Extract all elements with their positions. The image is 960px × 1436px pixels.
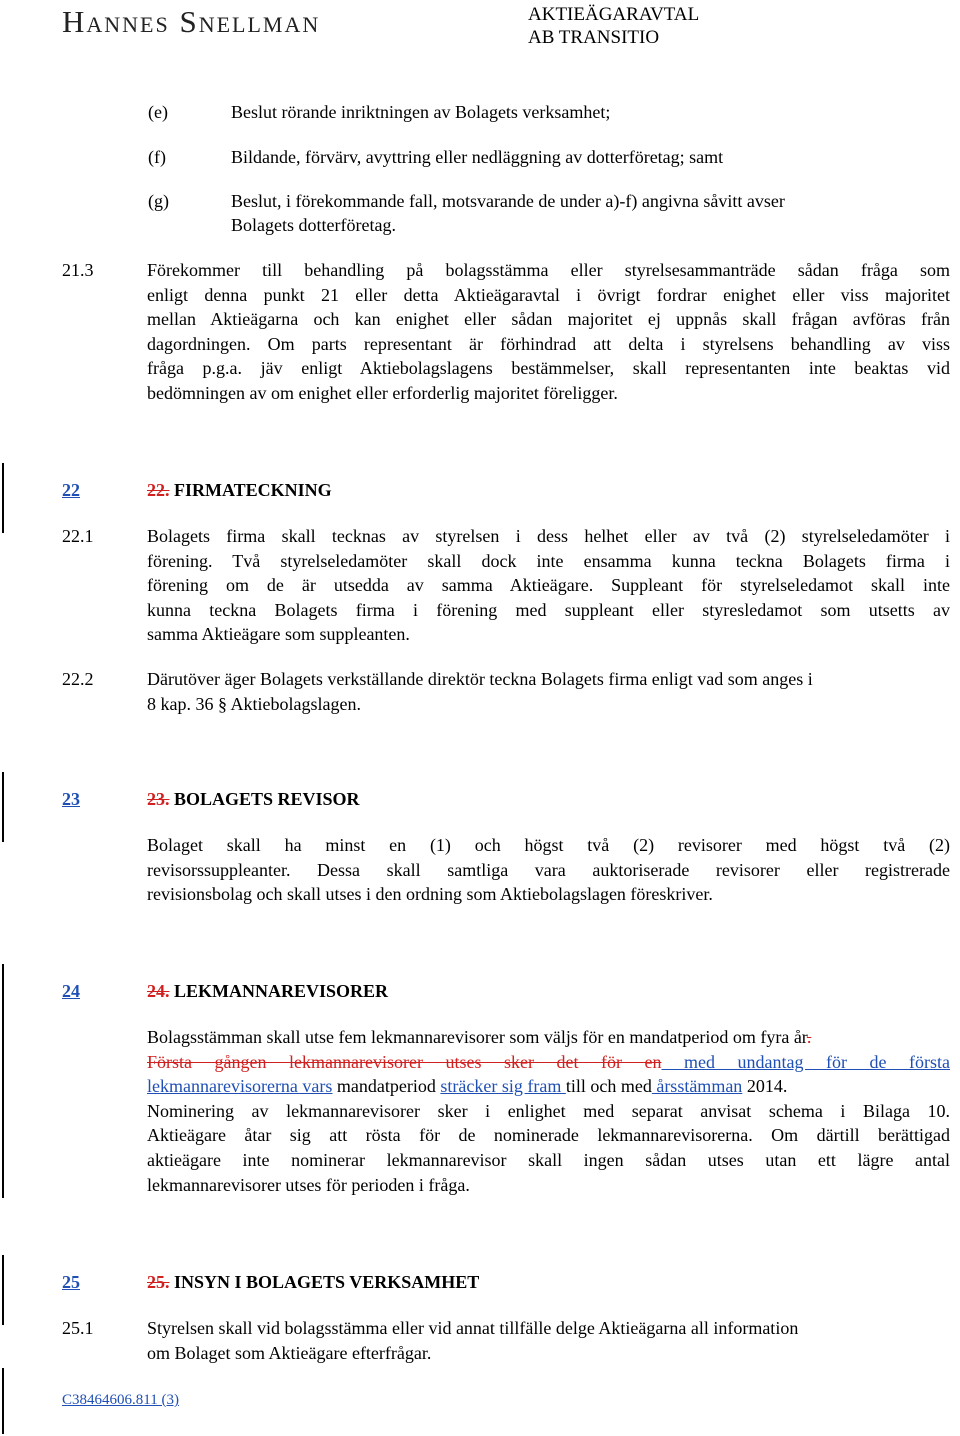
- list-marker-e: (e): [148, 102, 168, 122]
- text-line: bedömningen av om enighet eller erforderlig majoritet föreligger.: [147, 382, 618, 403]
- section-number-deleted: 22.: [147, 480, 170, 500]
- change-bar: [2, 772, 4, 842]
- clause-22-1-text: [147, 524, 950, 647]
- text-line: mellan Aktieägarna och kan enighet eller sådan majoritet ej uppnås skall frågan avföras från: [147, 309, 950, 330]
- text-line: förening om de är utsedda av samma Aktieägare. Suppleant för styrelseledamot skall inte: [147, 575, 950, 596]
- deleted-text: .: [806, 1027, 812, 1047]
- heading-text: INSYN I BOLAGETS VERKSAMHET: [174, 1272, 480, 1292]
- section-number-deleted: 24.: [147, 981, 170, 1001]
- section-number-25: [62, 1272, 80, 1293]
- text-plain: 2014.: [742, 1076, 788, 1097]
- section-heading-23: [147, 789, 360, 810]
- section-number-inserted: 25: [62, 1272, 80, 1292]
- inserted-text: med undantag för de första: [661, 1051, 950, 1072]
- list-item-f: Bildande, förvärv, avyttring eller nedläggning av dotterföretag; samt: [231, 147, 724, 167]
- change-bar: [2, 1368, 4, 1434]
- text-plain: Bolagsstämman skall utse fem lekmannarevisorer som väljs för en mandatperiod om fyra år: [147, 1027, 807, 1047]
- text-line: kunna teckna Bolagets firma i förening med suppleant eller styresledamot som utsetts av: [147, 599, 950, 620]
- text-line: fråga p.g.a. jäv enligt Aktiebolagslagens bestämmelser, skall representanten inte beaktas vid: [147, 358, 950, 379]
- change-bar: [2, 1255, 4, 1325]
- text-line: [147, 1025, 950, 1050]
- section-heading-25: [147, 1272, 479, 1293]
- change-bar: [2, 964, 4, 1034]
- text-line: aktieägare inte nominerar lekmannarevisor skall ingen sådan utses utan ett lägre antal: [147, 1149, 950, 1170]
- clause-25-1-text: [147, 1316, 950, 1365]
- text-line: lekmannarevisorer utses för perioden i fråga.: [147, 1174, 470, 1195]
- list-marker-f: (f): [148, 147, 166, 167]
- text-plain: till och med: [565, 1076, 652, 1097]
- change-bar: [2, 463, 4, 533]
- clause-number-21-3: 21.3: [62, 260, 94, 280]
- text-line: [147, 1074, 950, 1099]
- heading-text: LEKMANNAREVISORER: [174, 981, 389, 1001]
- text-line: om Bolaget som Aktieägare efterfrågar.: [147, 1342, 432, 1363]
- section-number-22: [62, 480, 80, 501]
- heading-text: FIRMATECKNING: [174, 480, 332, 500]
- deleted-text: Första gången lekmannarevisorer utses sker det för en: [147, 1051, 662, 1072]
- text-line: Bolagets firma skall tecknas av styrelsen i dess helhet eller av två (2) styrelseledamöter i: [147, 526, 950, 546]
- text-line: samma Aktieägare som suppleanten.: [147, 624, 410, 645]
- section-number-inserted: 22: [62, 480, 80, 500]
- section-number-inserted: 23: [62, 789, 80, 809]
- document-subtitle: AB TRANSITIO: [528, 27, 660, 48]
- list-marker-g: (g): [148, 191, 169, 211]
- inserted-text: sträcker sig fram: [440, 1076, 566, 1097]
- document-id: C38464606.811 (3): [62, 1392, 179, 1408]
- section-number-23: [62, 789, 80, 810]
- section-heading-22: [147, 480, 332, 501]
- section-number-24: [62, 981, 80, 1002]
- text-line: Styrelsen skall vid bolagsstämma eller vid annat tillfälle delge Aktieägarna all information: [147, 1318, 799, 1338]
- section-number-deleted: 23.: [147, 789, 170, 809]
- text-line: [147, 1050, 950, 1075]
- text-line: Förekommer till behandling på bolagsstämma eller styrelsesammanträde sådan fråga som: [147, 260, 950, 280]
- clause-22-2-text: [147, 667, 950, 716]
- change-bar: [2, 1030, 4, 1198]
- clause-number-22-2: 22.2: [62, 669, 94, 689]
- section-number-deleted: 25.: [147, 1272, 170, 1292]
- document-title: AKTIEÄGARAVTAL: [528, 4, 700, 25]
- clause-number-25-1: 25.1: [62, 1318, 94, 1338]
- section-number-inserted: 24: [62, 981, 80, 1001]
- list-item-e: Beslut rörande inriktningen av Bolagets verksamhet;: [231, 102, 611, 122]
- text-line: förening. Två styrelseledamöter skall dock inte ensamma kunna teckna Bolagets firma i: [147, 550, 950, 571]
- heading-text: BOLAGETS REVISOR: [174, 789, 360, 809]
- text-line: Aktieägare åtar sig att rösta för de nominerade lekmannarevisorerna. Om därtill berättigad: [147, 1125, 950, 1146]
- list-item-g-line: Beslut, i förekommande fall, motsvarande de under a)-f) angivna såvitt avser: [231, 191, 785, 211]
- clause-number-22-1: 22.1: [62, 526, 94, 546]
- section-heading-24: [147, 981, 388, 1002]
- text-line: enligt denna punkt 21 eller detta Aktieägaravtal i övrigt fordrar enighet eller viss majoritet: [147, 284, 950, 305]
- section-23-text: [147, 833, 950, 907]
- section-24-text: [147, 1025, 950, 1197]
- text-line: dagordningen. Om parts representant är förhindrad att delta i styrelsens behandling av viss: [147, 333, 950, 354]
- text-line: revisorssuppleanter. Dessa skall samtliga vara auktoriserade revisorer eller registrerade: [147, 859, 950, 880]
- text-plain: mandatperiod: [332, 1076, 441, 1097]
- text-line: Bolaget skall ha minst en (1) och högst två (2) revisorer med högst två (2): [147, 835, 950, 855]
- inserted-text: lekmannarevisorerna vars: [147, 1076, 333, 1097]
- company-logo: Hannes Snellman: [62, 4, 321, 39]
- list-item-g-line: Bolagets dotterföretag.: [231, 215, 396, 235]
- text-line: 8 kap. 36 § Aktiebolagslagen.: [147, 693, 361, 714]
- inserted-text: årsstämman: [651, 1076, 743, 1097]
- clause-21-3-text: [147, 258, 950, 406]
- text-line: Därutöver äger Bolagets verkställande direktör teckna Bolagets firma enligt vad som anges i: [147, 669, 813, 689]
- text-line: Nominering av lekmannarevisorer sker i enlighet med separat anvisat schema i Bilaga 10.: [147, 1100, 950, 1121]
- text-line: revisionsbolag och skall utses i den ordning som Aktiebolagslagen föreskriver.: [147, 884, 713, 905]
